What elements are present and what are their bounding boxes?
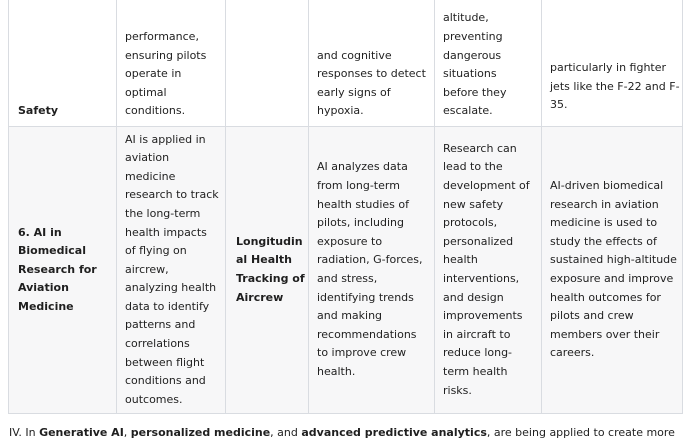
cell-example — [542, 127, 683, 414]
cell-impact — [435, 0, 542, 127]
cell-how-ai-works — [309, 0, 435, 127]
cell-text-line: pilots and crew — [550, 309, 634, 323]
cell-lines — [125, 131, 217, 410]
cell-text-line: exposure and improve — [550, 272, 674, 285]
cell-text-line: health studies of — [317, 197, 409, 211]
cell-text-line: health outcomes for — [550, 290, 661, 304]
cell-text-line: Safety — [18, 104, 59, 118]
cell-impact — [435, 127, 542, 414]
cell-text-line: particularly in fighter — [550, 61, 667, 75]
term-predictive-analytics: advanced predictive analytics — [301, 426, 487, 439]
cell-text-line: sustained high-altitude — [550, 253, 677, 267]
footer-suffix: , are being applied to create more — [486, 426, 675, 439]
cell-text-line: identifying trends — [317, 290, 414, 304]
cell-text-line: members over their — [550, 327, 660, 341]
cell-text-line: 6. AI in — [18, 225, 62, 239]
cell-text-line: medicine — [125, 169, 176, 183]
cell-text-line: aircrew, — [125, 262, 169, 276]
cell-text-line: dangerous — [443, 48, 502, 62]
cell-category — [9, 127, 117, 414]
cell-text-line: the long-term — [125, 206, 201, 220]
cell-lines — [550, 59, 680, 115]
cell-text-line: responses to detect — [317, 67, 426, 81]
cell-text-line: situations — [443, 67, 497, 81]
cell-text-line: operate in — [125, 67, 182, 81]
data-table-wrapper — [8, 0, 681, 414]
cell-lines — [550, 177, 677, 363]
cell-text-line: improvements — [443, 309, 523, 323]
cell-text-line: medicine is used to — [550, 216, 658, 230]
ai-aviation-table — [8, 0, 683, 414]
cell-text-line: lead to the — [443, 160, 503, 174]
cell-description — [117, 127, 226, 414]
cell-how-ai-works — [309, 127, 435, 414]
cell-text-line: radiation, G-forces, — [317, 253, 423, 267]
cell-text-line: Biomedical — [18, 244, 86, 258]
cell-text-line: performance, — [125, 30, 199, 44]
cell-text-line: escalate. — [443, 104, 493, 118]
cell-text-line: Medicine — [18, 299, 74, 313]
cell-text-line: Tracking of — [236, 272, 305, 285]
cell-text-line: analyzing health — [125, 281, 217, 295]
cell-text-line: recommendations — [317, 327, 417, 341]
cell-text-line: personalized — [443, 234, 514, 248]
cell-text-line: protocols, — [443, 216, 498, 230]
cell-text-line: hypoxia. — [317, 104, 364, 118]
cell-text-line: new safety — [443, 197, 504, 211]
cell-text-line: of flying on — [125, 244, 187, 258]
cell-text-line: Longitudin — [236, 234, 303, 248]
cell-text-line: reduce long- — [443, 346, 513, 360]
cell-lines — [443, 140, 533, 400]
footer-sep2: , and — [270, 426, 302, 439]
term-generative-ai: Generative AI — [39, 426, 124, 439]
cell-text-line: conditions and — [125, 374, 206, 388]
cell-lines — [236, 233, 305, 307]
cell-lines — [443, 9, 533, 121]
cell-text-line: study the effects of — [550, 234, 657, 248]
cell-category — [9, 0, 117, 127]
cell-text-line: pilots, including — [317, 216, 404, 230]
cell-text-line: altitude, — [443, 11, 489, 25]
cell-text-line: health — [443, 253, 478, 267]
cell-lines — [18, 224, 108, 317]
footer-sep1: , — [123, 426, 131, 439]
cell-text-line: AI-driven biomedical — [550, 179, 664, 193]
cell-text-line: jets like the F-22 and F- — [550, 79, 680, 93]
cell-text-line: AI is applied in — [125, 132, 206, 146]
cell-application — [226, 127, 309, 414]
cell-text-line: from long-term — [317, 179, 400, 193]
cell-lines — [317, 158, 426, 381]
cell-text-line: 35. — [550, 98, 568, 112]
cell-text-line: data to identify — [125, 299, 210, 313]
cell-text-line: early signs of — [317, 85, 391, 99]
cell-text-line: risks. — [443, 383, 472, 397]
cell-text-line: term health — [443, 364, 508, 378]
cell-text-line: interventions, — [443, 272, 520, 285]
cell-text-line: research to track — [125, 188, 219, 202]
cell-text-line: careers. — [550, 346, 595, 360]
cell-text-line: Research can — [443, 141, 517, 155]
term-personalized-medicine: personalized medicine — [130, 426, 271, 439]
cell-text-line: AI analyzes data — [317, 160, 408, 174]
cell-lines — [18, 102, 108, 121]
cell-lines — [317, 47, 426, 121]
cell-text-line: patterns and — [125, 318, 196, 332]
cell-text-line: optimal — [125, 85, 167, 99]
cell-text-line: health. — [317, 364, 356, 378]
cell-text-line: exposure to — [317, 234, 383, 248]
cell-text-line: research in aviation — [550, 197, 659, 211]
cell-text-line: outcomes. — [125, 392, 183, 406]
cell-text-line: to improve crew — [317, 346, 407, 360]
cell-text-line: and design — [443, 290, 504, 304]
footer-prefix: IV. In — [9, 426, 40, 439]
table-row-safety — [9, 0, 683, 127]
table-row-biomedical-research — [9, 127, 683, 414]
cell-text-line: health impacts — [125, 225, 207, 239]
cell-text-line: Research for — [18, 262, 97, 276]
cell-text-line: and making — [317, 309, 383, 323]
cell-lines — [125, 28, 217, 121]
cell-text-line: and stress, — [317, 272, 378, 285]
cell-text-line: conditions. — [125, 104, 186, 118]
cell-text-line: in aircraft to — [443, 327, 511, 341]
cell-text-line: and cognitive — [317, 48, 392, 62]
cell-text-line: development of — [443, 179, 530, 193]
cell-text-line: ensuring pilots — [125, 48, 207, 62]
cell-description — [117, 0, 226, 127]
cell-text-line: correlations — [125, 337, 190, 351]
cell-text-line: between flight — [125, 355, 205, 369]
cell-text-line: aviation — [125, 151, 170, 165]
cell-text-line: Aircrew — [236, 290, 284, 304]
cell-example — [542, 0, 683, 127]
cell-text-line: al Health — [236, 253, 292, 267]
cell-text-line: Aviation — [18, 281, 69, 295]
cell-text-line: before they — [443, 85, 507, 99]
cell-application — [226, 0, 309, 127]
cell-text-line: preventing — [443, 30, 503, 44]
